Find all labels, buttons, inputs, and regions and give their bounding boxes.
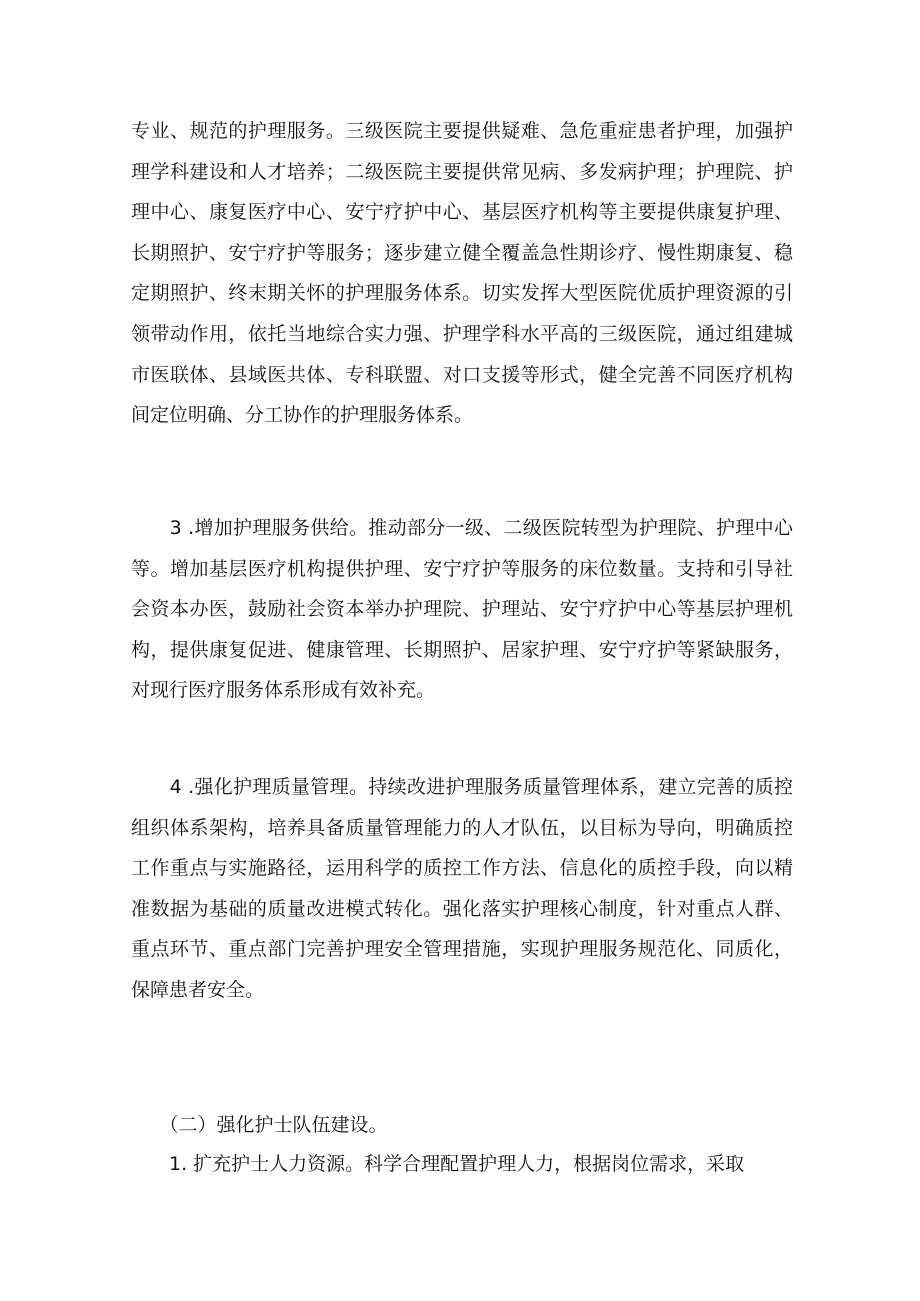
paragraph-nursing-service-system: 专业、规范的护理服务。三级医院主要提供疑难、急危重症患者护理，加强​护理学科建设和人才培养；二级医院主要提供常见病、多发病护理；护理院、​护理中心、康复医疗中心、安宁疗护中心、基层医疗机构等主要提供康复护​理、长期照护、安宁疗护等服务；逐步建立健全覆盖急性期诊疗、慢性期康​复、稳定期照护、终末期关怀的护理服务体系。切实发挥大型医院优质护理​资源的引领带动作用，依托当地综合实力强、护理学科水平高的三级医院，​通过组建城市医联体、县域医共体、专科联盟、对口支援等形式，健全完善​不同医疗机构间定位明确、分工协作的护理服务体系。 xyxy=(131,120,793,427)
section-heading-nurse-workforce: （二）强化护士队伍建设。 xyxy=(131,1114,388,1136)
paragraph-expand-nurse-resources: 1. 扩充护士人力资源。科学合理配置护理人力，根据岗位需求，采取 xyxy=(131,1153,745,1175)
paragraph-quality-management: 4 .强化护理质量管理。持续改进护理服务质量管理体系，建立完善的​质控组织体系架构，培养具备质量管理能力的人才队伍，以目标为导向，明​确质控工作重点与实施路径，运用科学的质控工作方法、信息化的质控手段，​向以精准数据为基础的质量改进模式转化。强化落实护理核心制度，针对重​点人群、重点环节、重点部门完善护理安全管理措施，实现护理服务规范化、​同质化，保障患者安全。 xyxy=(131,776,793,1001)
paragraph-increase-service-supply: 3 .增加护理服务供给。推动部分一级、二级医院转型为护理院、护理​中心等。增加基层医疗机构提供护理、安宁疗护等服务的床位数量。支持和​引导社会资本办医，鼓励社会资本举办护理院、护理站、安宁疗护中心等基​层护理机构，提供康复促进、健康管理、长期照护、居家护理、安宁疗护等​紧缺服务，对现行医疗服务体系形成有效补充。 xyxy=(131,517,793,702)
